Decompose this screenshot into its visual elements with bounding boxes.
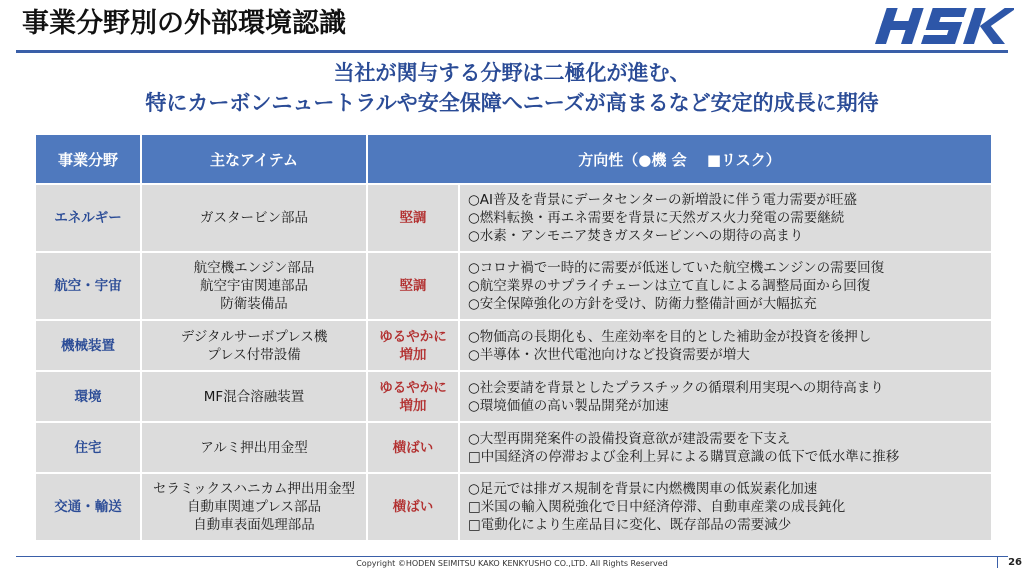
item-text: 航空機エンジン部品 — [193, 260, 315, 276]
headline-line-2: 特にカーボンニュートラルや安全保障へニーズが高まるなど安定的成長に期待 — [145, 91, 879, 115]
footer-rule — [16, 556, 1008, 557]
trend-text: 堅調 — [399, 278, 427, 294]
direction-text: □米国の輸入関税強化で日中経済停滞、自動車産業の成長鈍化 — [468, 499, 846, 515]
business-environment-table — [34, 133, 993, 542]
trend-text: 横ばい — [392, 499, 434, 515]
company-logo — [872, 4, 1014, 48]
field-cell: エネルギー — [35, 184, 141, 252]
item-text: 航空宇宙関連部品 — [200, 278, 308, 294]
item-text: プレス付帯設備 — [207, 346, 301, 363]
direction-cell — [459, 252, 992, 320]
item-text: アルミ押出用金型 — [200, 439, 308, 456]
trend-cell — [367, 371, 459, 422]
table-row — [35, 473, 992, 541]
item-text: 自動車表面処理部品 — [193, 517, 315, 533]
field-cell: 航空・宇宙 — [35, 252, 141, 320]
headline — [0, 58, 1024, 118]
header-items: 主なアイテム — [141, 134, 367, 184]
trend-cell — [367, 252, 459, 320]
field-cell: 住宅 — [35, 422, 141, 473]
trend-cell — [367, 422, 459, 473]
trend-text: ゆるやかに — [379, 379, 447, 396]
items-cell — [141, 422, 367, 473]
direction-text: ○半導体・次世代電池向けなど投資需要が増大 — [468, 346, 750, 363]
trend-text: 堅調 — [399, 210, 427, 226]
table-row — [35, 371, 992, 422]
field-cell: 交通・輸送 — [35, 473, 141, 541]
direction-text: ○大型再開発案件の設備投資意欲が建設需要を下支え — [468, 430, 791, 447]
trend-cell — [367, 320, 459, 371]
trend-cell — [367, 184, 459, 252]
field-cell: 機械装置 — [35, 320, 141, 371]
header-field: 事業分野 — [35, 134, 141, 184]
direction-text: ○社会要請を背景としたプラスチックの循環利用実現への期待高まり — [468, 379, 884, 396]
item-text: セラミックスハニカム押出用金型 — [152, 481, 356, 497]
trend-text: 増加 — [399, 397, 427, 414]
direction-text: ○物価高の長期化も、生産効率を目的とした補助金が投資を後押し — [468, 328, 872, 345]
table-row — [35, 320, 992, 371]
direction-cell — [459, 473, 992, 541]
trend-text: ゆるやかに — [379, 328, 447, 345]
direction-text: ○環境価値の高い製品開発が加速 — [468, 397, 669, 414]
table-row — [35, 252, 992, 320]
trend-text: 横ばい — [392, 439, 434, 456]
trend-cell — [367, 473, 459, 541]
slide-title: 事業分野別の外部環境認識 — [22, 8, 346, 39]
direction-cell — [459, 422, 992, 473]
header-direction: 方向性（●機 会 ■リスク） — [367, 134, 992, 184]
direction-text: ○航空業界のサプライチェーンは立て直しによる調整局面から回復 — [468, 278, 871, 294]
table-row — [35, 422, 992, 473]
items-cell — [141, 252, 367, 320]
direction-text: □電動化により生産品目に変化、既存部品の需要減少 — [468, 517, 792, 533]
table-row — [35, 184, 992, 252]
headline-line-1: 当社が関与する分野は二極化が進む、 — [333, 61, 691, 85]
item-text: デジタルサーボプレス機 — [180, 328, 328, 345]
direction-cell — [459, 371, 992, 422]
direction-text: ○安全保障強化の方針を受け、防衛力整備計画が大幅拡充 — [468, 296, 817, 312]
trend-text: 増加 — [399, 346, 427, 363]
direction-text: ○AI普及を背景にデータセンターの新増設に伴う電力需要が旺盛 — [468, 192, 857, 208]
direction-cell — [459, 184, 992, 252]
item-text: MF混合溶融装置 — [203, 388, 305, 405]
title-rule — [16, 50, 1008, 53]
direction-text: ○燃料転換・再エネ需要を背景に天然ガス火力発電の需要継続 — [468, 210, 845, 226]
item-text: 自動車関連プレス部品 — [186, 499, 322, 515]
table-header-row — [35, 134, 992, 184]
items-cell — [141, 320, 367, 371]
direction-text: □中国経済の停滞および金利上昇による購買意識の低下で低水準に推移 — [468, 448, 900, 465]
direction-text: ○コロナ禍で一時的に需要が低迷していた航空機エンジンの需要回復 — [468, 260, 885, 276]
copyright-text: Copyright ©HODEN SEIMITSU KAKO KENKYUSHO CO.,LTD. All Rights Reserved — [356, 559, 668, 568]
field-cell: 環境 — [35, 371, 141, 422]
direction-text: ○水素・アンモニア焚きガスタービンへの期待の高まり — [468, 228, 804, 244]
items-cell — [141, 473, 367, 541]
direction-cell — [459, 320, 992, 371]
item-text: 防衛装備品 — [220, 296, 288, 312]
items-cell — [141, 371, 367, 422]
direction-text: ○足元では排ガス規制を背景に内燃機関車の低炭素化加速 — [468, 481, 818, 497]
page-number: 26 — [997, 557, 1022, 568]
item-text: ガスタービン部品 — [200, 210, 308, 226]
items-cell — [141, 184, 367, 252]
